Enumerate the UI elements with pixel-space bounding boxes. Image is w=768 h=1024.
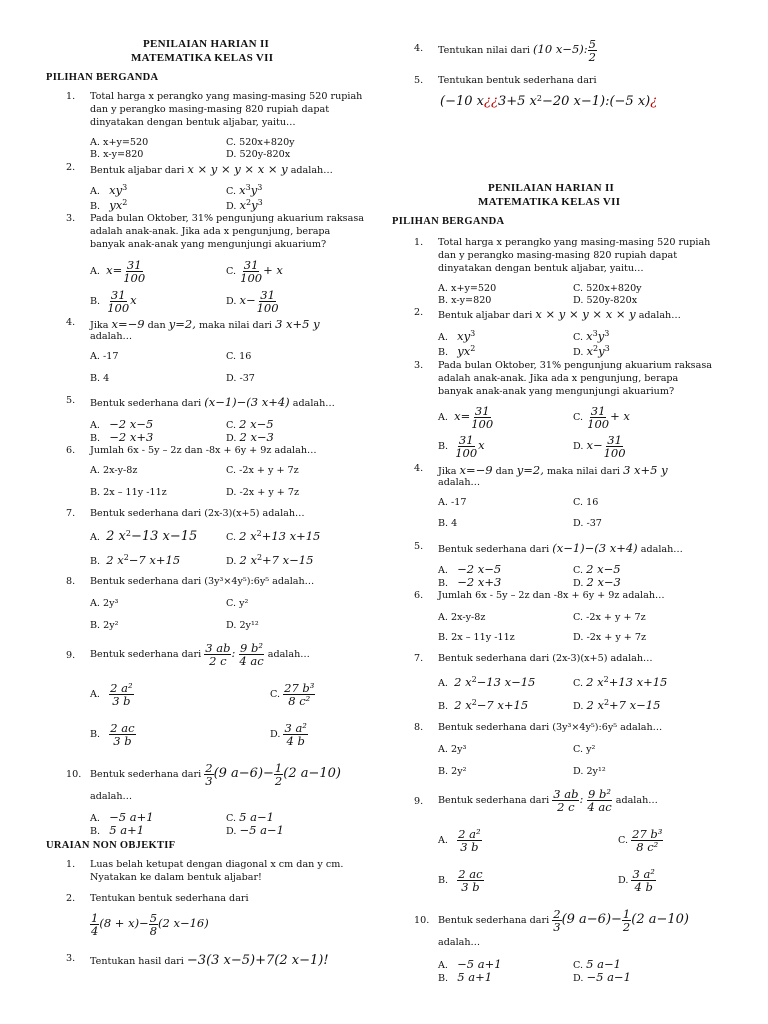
- right-u5-expression: (−10 x¿¿3+5 $x^2-20$ x−1):(−5 x)¿: [440, 94, 658, 110]
- right-q5-number: 5.: [414, 541, 424, 552]
- left-q8-number: 8.: [66, 576, 76, 587]
- right-q2-option-c: C. $x^3y^3$: [573, 329, 610, 344]
- right-q10-option-c: C. 5 a−1: [573, 957, 621, 971]
- left-u2-number: 2.: [66, 893, 76, 904]
- right-section-multiple-choice: PILIHAN BERGANDA: [392, 216, 505, 227]
- left-q3-option-b: B. $\frac{31}{100}$ x: [90, 288, 137, 316]
- left-q9-option-c: C. $\frac{\text{27 b³}}{\text{8 c²}}$: [270, 681, 315, 709]
- right-q4-option-d: D. -37: [573, 518, 602, 529]
- right-q8-option-b: B. 2y²: [438, 766, 467, 777]
- right-q2-option-d: D. $x^2y^3$: [573, 344, 610, 359]
- left-q3-option-d: D. x− $\frac{31}{100}$: [226, 288, 279, 316]
- left-q4-question: Jika x=−9 dan y=2, maka nilai dari 3 x+5 y: [90, 317, 320, 331]
- left-section-essay: URAIAN NON OBJEKTIF: [46, 840, 176, 851]
- right-q10-option-a: A. −5 a+1: [438, 957, 502, 971]
- left-q10-number: 10.: [66, 769, 82, 780]
- left-q5-number: 5.: [66, 395, 76, 406]
- right-q3-number: 3.: [414, 360, 424, 371]
- left-q7-option-a: A. 2 $x^2-13$ x−15: [90, 529, 198, 545]
- right-q5-option-c: C. 2 x−5: [573, 562, 621, 576]
- right-q4-number: 4.: [414, 463, 424, 474]
- right-q3-option-c: C. $\frac{31}{100}$ + x: [573, 404, 630, 432]
- right-q8-number: 8.: [414, 722, 424, 733]
- right-q10-question: Bentuk sederhana dari $\frac{2}{3}$ (9 a−6)− $\frac{1}{2}$ (2 a−10): [438, 907, 689, 935]
- right-q4-option-a: A. -17: [438, 497, 467, 508]
- left-q3-option-c: C. $\frac{31}{100}$ + x: [226, 258, 283, 286]
- left-q10-question: Bentuk sederhana dari $\frac{2}{3}$ (9 a−6)− $\frac{1}{2}$ (2 a−10): [90, 761, 341, 789]
- left-q1-option-a: A. x+y=520: [90, 137, 149, 148]
- right-q2-option-b: B. $yx^2$: [438, 344, 476, 359]
- right-q1-number: 1.: [414, 237, 424, 248]
- left-q10-option-b: B. 5 a+1: [90, 823, 145, 837]
- left-q6-option-d: D. -2x + y + 7z: [226, 487, 300, 498]
- right-u5-number: 5.: [414, 75, 424, 86]
- right-q10-option-b: B. 5 a+1: [438, 970, 493, 984]
- left-q9-option-b: B. $\frac{2 ac}{3 b}$: [90, 721, 135, 749]
- right-q3-option-b: B. $\frac{31}{100}$ x: [438, 433, 485, 461]
- left-q10-option-c: C. 5 a−1: [226, 810, 274, 824]
- left-q2-number: 2.: [66, 162, 76, 173]
- right-q9-option-b: B. $\frac{2 ac}{3 b}$: [438, 867, 483, 895]
- left-title-line2: MATEMATIKA KELAS VII: [131, 52, 274, 64]
- left-q6-number: 6.: [66, 445, 76, 456]
- right-title-line1: PENILAIAN HARIAN II: [488, 182, 615, 194]
- left-section-multiple-choice: PILIHAN BERGANDA: [46, 72, 159, 83]
- left-u3-question: Tentukan hasil dari −3(3 x−5)+7(2 x−1)!: [90, 953, 329, 968]
- right-q4-option-b: B. 4: [438, 518, 458, 529]
- right-q2-option-a: A. $xy^3$: [438, 329, 476, 344]
- right-q6-option-b: B. 2x – 11y -11z: [438, 632, 515, 643]
- left-q7-question: Bentuk sederhana dari (2x-3)(x+5) adalah…: [90, 508, 305, 519]
- left-q5-option-d: D. 2 x−3: [226, 430, 274, 444]
- left-q3-line3: banyak anak-anak yang mengunjungi akuarium?: [90, 239, 327, 250]
- right-q2-number: 2.: [414, 307, 424, 318]
- right-q7-option-c: C. 2 $x^2+13$ x+15: [573, 675, 668, 690]
- left-q3-line2: adalah anak-anak. Jika ada x pengunjung, berapa: [90, 226, 331, 237]
- left-q4-line2: adalah…: [90, 331, 133, 342]
- left-q10-option-a: A. −5 a+1: [90, 810, 154, 824]
- left-q7-option-b: B. 2 $x^2-7$ x+15: [90, 553, 181, 568]
- right-q1-option-b: B. x-y=820: [438, 295, 492, 306]
- right-q9-option-c: C. $\frac{\text{27 b³}}{\text{8 c²}}$: [618, 827, 663, 855]
- right-q5-option-d: D. 2 x−3: [573, 575, 621, 589]
- right-q7-option-a: A. 2 $x^2-13$ x−15: [438, 675, 536, 690]
- right-u4-question: Tentukan nilai dari (10 x−5): $\frac{5}{2}$: [438, 37, 596, 65]
- left-q2-option-b: B. $yx^2$: [90, 198, 128, 213]
- left-q6-option-b: B. 2x – 11y -11z: [90, 487, 167, 498]
- left-q4-option-d: D. -37: [226, 373, 255, 384]
- right-q7-question: Bentuk sederhana dari (2x-3)(x+5) adalah…: [438, 653, 653, 664]
- left-q3-line1: Pada bulan Oktober, 31% pengunjung akuarium raksasa: [90, 213, 364, 224]
- right-q9-option-d: D. $\frac{\text{3 a²}}{4 b}$: [618, 867, 655, 895]
- left-q1-line1: Total harga x perangko yang masing-masing 520 rupiah: [90, 91, 363, 102]
- left-q9-option-d: D. $\frac{\text{3 a²}}{4 b}$: [270, 721, 307, 749]
- right-q8-question: Bentuk sederhana dari (3y³×4y⁵):6y⁵ adalah…: [438, 722, 663, 733]
- right-q3-option-d: D. x− $\frac{31}{100}$: [573, 433, 626, 461]
- left-q6-option-a: A. 2x-y-8z: [90, 465, 138, 476]
- right-q5-option-a: A. −2 x−5: [438, 562, 502, 576]
- right-q6-option-d: D. -2x + y + 7z: [573, 632, 647, 643]
- left-q5-option-c: C. 2 x−5: [226, 417, 274, 431]
- left-q7-option-d: D. 2 $x^2+7$ x−15: [226, 553, 314, 568]
- left-q2-option-a: A. $xy^3$: [90, 183, 128, 198]
- right-q3-line3: banyak anak-anak yang mengunjungi akuarium?: [438, 386, 675, 397]
- left-u1-line1: Luas belah ketupat dengan diagonal x cm dan y cm.: [90, 859, 344, 870]
- left-q3-option-a: A. x= $\frac{31}{100}$: [90, 258, 146, 286]
- left-q1-line3: dinyatakan dengan bentuk aljabar, yaitu…: [90, 117, 296, 128]
- right-q4-line2: adalah…: [438, 477, 481, 488]
- left-q9-number: 9.: [66, 650, 76, 661]
- right-q3-line1: Pada bulan Oktober, 31% pengunjung akuarium raksasa: [438, 360, 712, 371]
- left-q9-option-a: A. $\frac{\text{2 a²}}{3 b}$: [90, 681, 133, 709]
- left-q1-line2: dan y perangko masing-masing 820 rupiah dapat: [90, 104, 330, 115]
- left-q2-option-c: C. $x^3y^3$: [226, 183, 263, 198]
- right-q9-question: Bentuk sederhana dari $\frac{3 ab}{2 c}$ : $\frac{\text{9 b²}}{4 ac}$ adalah…: [438, 787, 658, 815]
- right-q4-question: Jika x=−9 dan y=2, maka nilai dari 3 x+5 y: [438, 463, 668, 477]
- right-q6-option-c: C. -2x + y + 7z: [573, 612, 646, 623]
- left-q1-option-d: D. 520y-820x: [226, 149, 291, 160]
- right-q6-option-a: A. 2x-y-8z: [438, 612, 486, 623]
- left-u1-line2: Nyatakan ke dalam bentuk aljabar!: [90, 872, 262, 883]
- left-u1-number: 1.: [66, 859, 76, 870]
- left-q8-option-a: A. 2y³: [90, 598, 119, 609]
- right-q8-option-c: C. y²: [573, 744, 596, 755]
- right-q10-number: 10.: [414, 915, 430, 926]
- right-q10-line2: adalah…: [438, 937, 481, 948]
- left-q4-number: 4.: [66, 317, 76, 328]
- left-q4-option-c: C. 16: [226, 351, 252, 362]
- left-q6-question: Jumlah 6x - 5y – 2z dan -8x + 6y + 9z adalah…: [90, 445, 317, 456]
- left-q5-question: Bentuk sederhana dari (x−1)−(3 x+4) adalah…: [90, 395, 335, 409]
- left-q5-option-b: B. −2 x+3: [90, 430, 154, 444]
- right-q4-option-c: C. 16: [573, 497, 599, 508]
- left-q8-option-d: D. 2y¹²: [226, 620, 259, 631]
- right-u5-line1: Tentukan bentuk sederhana dari: [438, 75, 597, 86]
- right-q8-option-d: D. 2y¹²: [573, 766, 606, 777]
- right-q5-option-b: B. −2 x+3: [438, 575, 502, 589]
- right-u4-number: 4.: [414, 43, 424, 54]
- right-q7-option-b: B. 2 $x^2-7$ x+15: [438, 698, 529, 713]
- left-q9-question: Bentuk sederhana dari $\frac{3 ab}{2 c}$ : $\frac{\text{9 b²}}{4 ac}$ adalah…: [90, 641, 310, 669]
- left-q1-number: 1.: [66, 91, 76, 102]
- left-q8-option-b: B. 2y²: [90, 620, 119, 631]
- right-q6-question: Jumlah 6x - 5y – 2z dan -8x + 6y + 9z adalah…: [438, 590, 665, 601]
- left-q4-option-b: B. 4: [90, 373, 110, 384]
- left-q10-option-d: D. −5 a−1: [226, 823, 284, 837]
- left-q7-option-c: C. 2 $x^2+13$ x+15: [226, 529, 321, 544]
- left-q5-option-a: A. −2 x−5: [90, 417, 154, 431]
- right-q1-option-d: D. 520y-820x: [573, 295, 638, 306]
- right-q1-option-a: A. x+y=520: [438, 283, 497, 294]
- right-q5-question: Bentuk sederhana dari (x−1)−(3 x+4) adalah…: [438, 541, 683, 555]
- left-q8-question: Bentuk sederhana dari (3y³×4y⁵):6y⁵ adalah…: [90, 576, 315, 587]
- right-q1-line3: dinyatakan dengan bentuk aljabar, yaitu…: [438, 263, 644, 274]
- right-title-line2: MATEMATIKA KELAS VII: [478, 196, 621, 208]
- left-q1-option-b: B. x-y=820: [90, 149, 144, 160]
- left-u2-line1: Tentukan bentuk sederhana dari: [90, 893, 249, 904]
- right-q2-question: Bentuk aljabar dari x × y × y × x × y adalah…: [438, 307, 681, 321]
- left-q2-option-d: D. $x^2y^3$: [226, 198, 263, 213]
- left-q2-question: Bentuk aljabar dari x × y × y × x × y adalah…: [90, 162, 333, 176]
- right-q7-number: 7.: [414, 653, 424, 664]
- right-q1-line1: Total harga x perangko yang masing-masing 520 rupiah: [438, 237, 711, 248]
- right-q9-option-a: A. $\frac{\text{2 a²}}{3 b}$: [438, 827, 481, 855]
- left-q3-number: 3.: [66, 213, 76, 224]
- right-q10-option-d: D. −5 a−1: [573, 970, 631, 984]
- left-q1-option-c: C. 520x+820y: [226, 137, 295, 148]
- left-title-line1: PENILAIAN HARIAN II: [143, 38, 270, 50]
- right-q7-option-d: D. 2 $x^2+7$ x−15: [573, 698, 661, 713]
- right-q3-line2: adalah anak-anak. Jika ada x pengunjung, berapa: [438, 373, 679, 384]
- left-u2-expression: $\frac{1}{4}$ (8 + x)− $\frac{5}{8}$ (2 x−16): [91, 911, 209, 939]
- left-u3-number: 3.: [66, 953, 76, 964]
- right-q1-line2: dan y perangko masing-masing 820 rupiah dapat: [438, 250, 678, 261]
- left-q10-line2: adalah…: [90, 791, 133, 802]
- left-q8-option-c: C. y²: [226, 598, 249, 609]
- left-q7-number: 7.: [66, 508, 76, 519]
- right-q3-option-a: A. x= $\frac{31}{100}$: [438, 404, 494, 432]
- right-q8-option-a: A. 2y³: [438, 744, 467, 755]
- right-q6-number: 6.: [414, 590, 424, 601]
- left-q4-option-a: A. -17: [90, 351, 119, 362]
- right-q1-option-c: C. 520x+820y: [573, 283, 642, 294]
- right-q9-number: 9.: [414, 796, 424, 807]
- left-q6-option-c: C. -2x + y + 7z: [226, 465, 299, 476]
